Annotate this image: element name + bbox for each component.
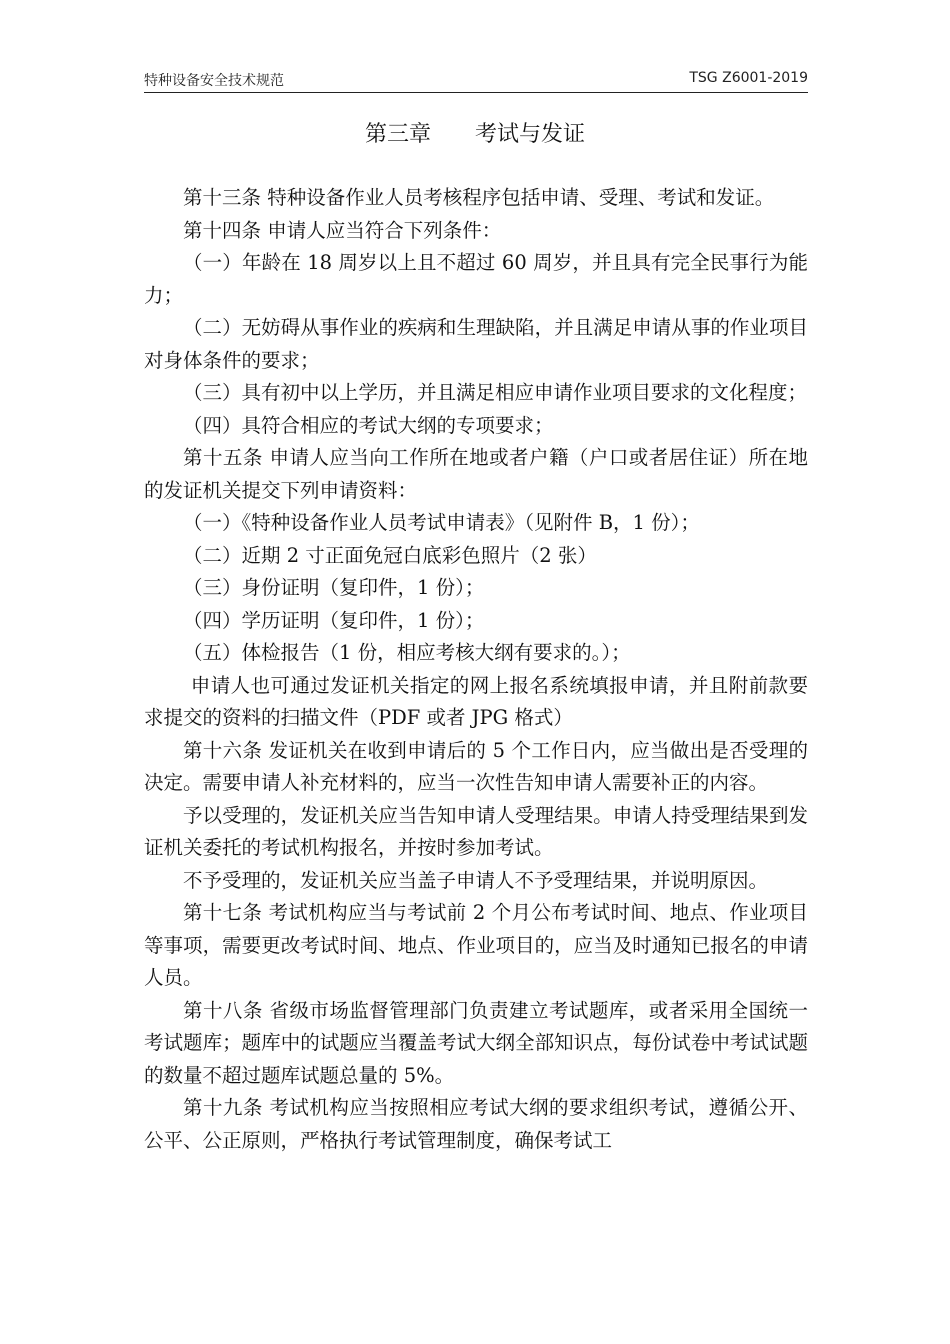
header-spec-title: 特种设备安全技术规范 xyxy=(144,73,284,89)
article-14-item-1: （一）年龄在 18 周岁以上且不超过 60 周岁，并且具有完全民事行为能力； xyxy=(144,251,808,307)
article-15-item-2: （二）近期 2 寸正面免冠白底彩色照片（2 张） xyxy=(183,543,597,567)
document-body xyxy=(144,182,808,1157)
article-16-accepted: 予以受理的，发证机关应当告知申请人受理结果。申请人持受理结果到发证机关委托的考试机构报名，并按时参加考试。 xyxy=(144,803,808,859)
article-13: 第十三条 特种设备作业人员考核程序包括申请、受理、考试和发证。 xyxy=(183,186,775,209)
article-19: 第十九条 考试机构应当按照相应考试大纲的要求组织考试，遵循公开、公平、公正原则，严格执行考试管理制度，确保考试工 xyxy=(144,1096,808,1152)
article-14-item-4: （四）具符合相应的考试大纲的专项要求； xyxy=(183,413,554,437)
page-header xyxy=(144,68,808,93)
article-14-item-2: （二）无妨碍从事作业的疾病和生理缺陷，并且满足申请从事的作业项目对身体条件的要求； xyxy=(144,316,808,372)
article-14-item-3: （三）具有初中以上学历，并且满足相应申请作业项目要求的文化程度； xyxy=(183,381,808,404)
header-spec-code: TSG Z6001-2019 xyxy=(689,70,808,86)
article-15-online-application: 申请人也可通过发证机关指定的网上报名系统填报申请，并且附前款要求提交的资料的扫描文件（PDF 或者 JPG 格式） xyxy=(144,673,808,729)
article-14: 第十四条 申请人应当符合下列条件： xyxy=(183,218,502,242)
article-15-item-5: （五）体检报告（1 份，相应考核大纲有要求的。）； xyxy=(183,641,631,664)
article-16: 第十六条 发证机关在收到申请后的 5 个工作日内，应当做出是否受理的决定。需要申请人补充材料的，应当一次性告知申请人需要补正的内容。 xyxy=(144,738,808,794)
article-15-item-3: （三）身份证明（复印件，1 份）； xyxy=(183,576,485,599)
article-17: 第十七条 考试机构应当与考试前 2 个月公布考试时间、地点、作业项目等事项，需要更改考试时间、地点、作业项目的，应当及时通知已报名的申请人员。 xyxy=(144,901,808,989)
article-16-rejected: 不予受理的，发证机关应当盖子申请人不予受理结果，并说明原因。 xyxy=(183,868,769,892)
chapter-title: 第三章 考试与发证 xyxy=(364,122,585,147)
article-15-item-4: （四）学历证明（复印件，1 份）； xyxy=(183,608,485,632)
article-15: 第十五条 申请人应当向工作所在地或者户籍（户口或者居住证）所在地的发证机关提交下列申请资料： xyxy=(144,446,808,502)
article-18: 第十八条 省级市场监督管理部门负责建立考试题库，或者采用全国统一考试题库；题库中的试题应当覆盖考试大纲全部知识点，每份试卷中考试试题的数量不超过题库试题总量的 5%。 xyxy=(144,998,808,1087)
article-15-item-1: （一）《特种设备作业人员考试申请表》（见附件 B，1 份）； xyxy=(183,511,700,534)
